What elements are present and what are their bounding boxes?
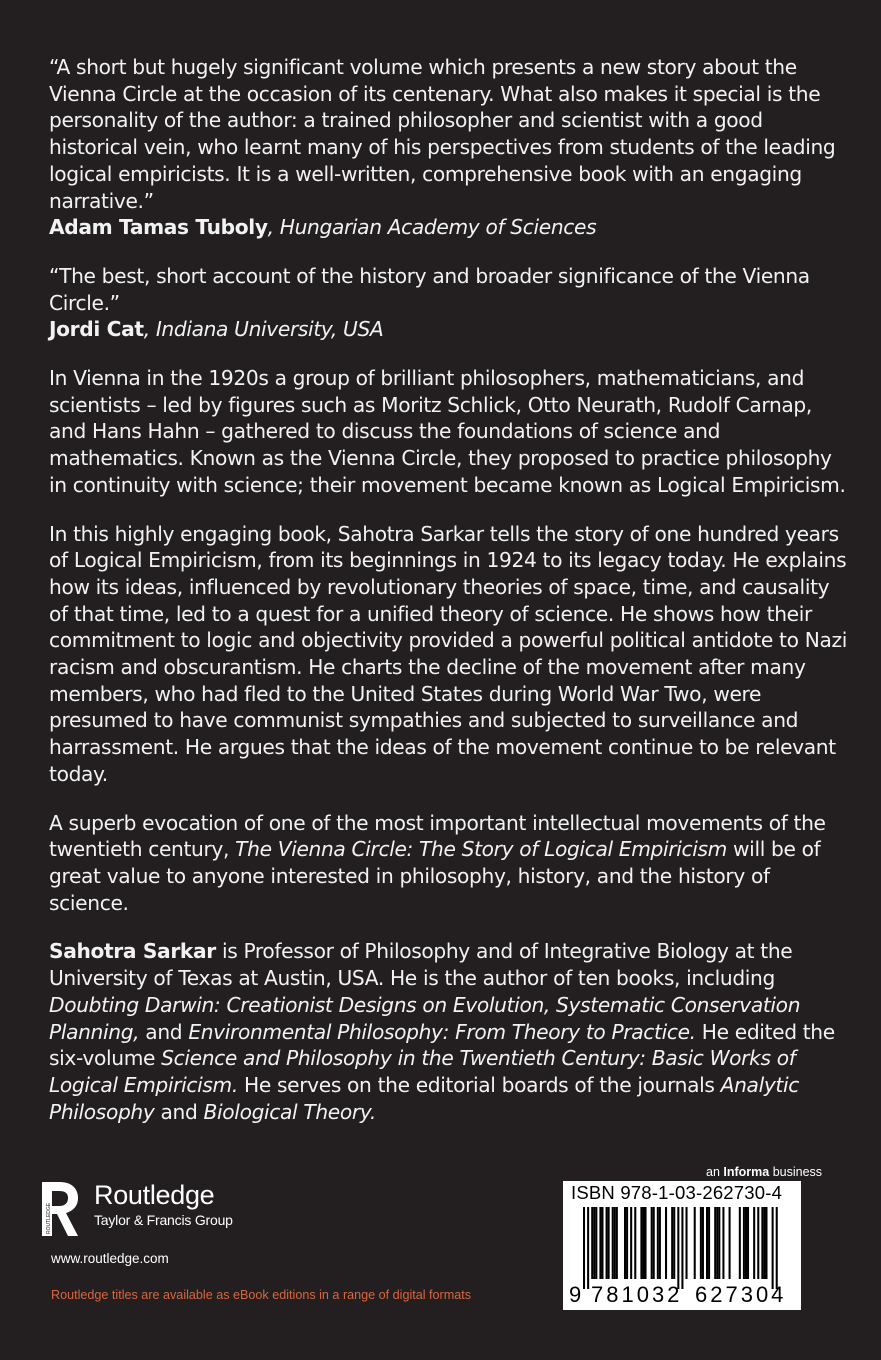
barcode-bar xyxy=(624,1207,626,1279)
informa-business-tag xyxy=(706,1165,822,1179)
barcode-bar xyxy=(745,1207,747,1279)
barcode-bar xyxy=(686,1207,688,1279)
barcode-bar xyxy=(593,1207,595,1279)
description-paragraph-1: In Vienna in the 1920s a group of brilliant philosophers, mathematicians, and scientists – led by figures such as Moritz Schlick, Otto Neurath, Rudolf Carnap, and Hans Hahn – gathered to discuss the foundations of science and mathematics. Known as the Vienna Circle, they proposed to practice philosophy in continuity with science; their movement became known as Logical Empiricism. xyxy=(49,366,846,497)
barcode-bar xyxy=(757,1207,759,1279)
barcode-bar xyxy=(612,1207,614,1279)
informa-bold: Informa xyxy=(723,1165,770,1179)
barcode-bar xyxy=(599,1207,601,1279)
quote-1-attribution xyxy=(49,214,849,241)
bio-book-1: Doubting Darwin: Creationist Designs on Evolution, Systematic Conservation Planning, xyxy=(49,992,801,1044)
barcode-bar xyxy=(595,1207,597,1279)
bio-text-5: and xyxy=(154,1099,204,1124)
barcode-bar xyxy=(626,1207,628,1279)
isbn-barcode xyxy=(563,1181,801,1310)
para3-end: will be of great value to anyone interested in philosophy, history, and the history of science. xyxy=(49,837,821,915)
author-bio xyxy=(49,938,849,1125)
bio-journal-2: Biological Theory. xyxy=(203,1099,376,1124)
barcode-bar xyxy=(776,1207,778,1289)
barcode-digits-left: 781032 xyxy=(591,1282,683,1307)
publisher-url: www.routledge.com xyxy=(51,1251,169,1266)
ebook-note: Routledge titles are available as eBook editions in a range of digital formats xyxy=(51,1288,472,1302)
barcode-bar xyxy=(591,1207,593,1279)
barcode-bar xyxy=(645,1207,647,1279)
barcode-bar xyxy=(743,1207,745,1279)
barcode-bar xyxy=(583,1207,585,1289)
barcode-bar xyxy=(671,1207,673,1279)
barcode-bar xyxy=(714,1207,716,1279)
bio-book-2: Environmental Philosophy: From Theory to Practice. xyxy=(188,1019,696,1044)
bio-text-4: He serves on the editorial boards of the journals xyxy=(237,1072,721,1097)
author-name: Sahotra Sarkar xyxy=(49,939,216,964)
bio-book-3: Science and Philosophy in the Twentieth Century: Basic Works of Logical Empiricism. xyxy=(49,1046,796,1097)
barcode-bar xyxy=(606,1207,608,1279)
quote-1-text: “A short but hugely significant volume which presents a new story about the Vienna Circle at the occasion of its centenary. What also makes it special is the personality of the author: a trained philosopher and scientist with a good historical vein, who learnt many of his perspectives from students of the leading logical empiricists. It is a well-written, comprehensive book with an engaging narrative.” xyxy=(49,55,836,213)
para3-start: A superb evocation of one of the most important intellectual movements of the twentieth century, xyxy=(49,810,826,862)
bio-journal-1: Analytic Philosophy xyxy=(49,1072,800,1124)
barcode-bar xyxy=(642,1207,644,1279)
barcode-bar xyxy=(747,1207,749,1279)
bio-text-1: is Professor of Philosophy and of Integrative Biology at the University of Texas at Austin, USA. He is the author of ten books, including xyxy=(49,939,793,991)
barcode-bar xyxy=(616,1207,618,1279)
description-paragraph-3 xyxy=(49,810,849,917)
quote-1-author: Adam Tamas Tuboly xyxy=(49,215,268,240)
barcode-bar xyxy=(630,1207,632,1279)
barcode-bar xyxy=(708,1207,710,1279)
quote-2-affiliation: , Indiana University, USA xyxy=(143,317,384,342)
quote-1-affiliation: , Hungarian Academy of Sciences xyxy=(267,215,597,240)
description-paragraph-2: In this highly engaging book, Sahotra Sarkar tells the story of one hundred years of Logical Empiricism, from its beginnings in 1924 to its legacy today. He explains how its ideas, influenced by revolutionary theories of space, time, and causality of that time, led to a quest for a unified theory of science. He shows how their commitment to logic and objectivity provided a powerful political antidote to Nazi racism and obscurantism. He charts the decline of the movement after many members, who had fled to the United States during World War Two, were presumed to have communist sympathies and subjected to surveillance and harrassment. He argues that the ideas of the movement continue to be relevant today. xyxy=(49,521,847,786)
barcode-bar xyxy=(653,1207,655,1279)
barcode-bar xyxy=(673,1207,675,1279)
book-title: The Vienna Circle: The Story of Logical Empiricism xyxy=(235,837,727,862)
barcode-bar xyxy=(694,1207,696,1279)
barcode-bar xyxy=(729,1207,731,1279)
routledge-r-icon xyxy=(38,1180,82,1238)
barcode-bar xyxy=(587,1207,589,1289)
barcode-bar xyxy=(681,1207,683,1289)
barcode-digits-right: 627304 xyxy=(695,1282,787,1307)
barcode-digit-lead: 9 xyxy=(569,1282,582,1307)
barcode-bar xyxy=(657,1207,659,1279)
barcode-bar xyxy=(765,1207,767,1279)
barcode-bar xyxy=(677,1207,679,1289)
barcode-bar xyxy=(702,1207,704,1279)
barcode-bar xyxy=(634,1207,636,1279)
barcode-bar xyxy=(659,1207,661,1279)
barcode-bar xyxy=(665,1207,667,1279)
barcode-bar xyxy=(716,1207,718,1279)
publisher-group: Taylor & Francis Group xyxy=(94,1212,233,1228)
barcode-bar xyxy=(761,1207,763,1279)
routledge-vertical-text: ROUTLEDGE xyxy=(46,1202,52,1234)
informa-prefix: an xyxy=(706,1165,724,1179)
barcode-bar xyxy=(718,1207,720,1279)
barcode-bar xyxy=(651,1207,653,1279)
barcode-bar xyxy=(608,1207,610,1279)
publisher-name: Routledge xyxy=(94,1180,215,1210)
bio-text-2: and xyxy=(139,1019,189,1044)
barcode-bar xyxy=(700,1207,702,1279)
barcode-bar xyxy=(772,1207,774,1289)
back-cover-text xyxy=(49,54,849,1125)
bio-text-3: He edited the six-volume xyxy=(49,1019,835,1071)
barcode-bar xyxy=(614,1207,616,1279)
barcode-bars xyxy=(567,1207,797,1289)
quote-2-attribution xyxy=(49,316,849,343)
barcode-bar xyxy=(640,1207,642,1279)
quote-1 xyxy=(49,54,849,241)
logo-text xyxy=(94,1180,233,1228)
quote-2 xyxy=(49,263,849,343)
quote-2-text: “The best, short account of the history and broader significance of the Vienna Circle.” xyxy=(49,263,810,315)
informa-suffix: business xyxy=(769,1165,823,1179)
isbn-number: ISBN 978-1-03-262730-4 xyxy=(571,1182,783,1203)
barcode-bar xyxy=(601,1207,603,1279)
barcode-bar xyxy=(739,1207,741,1279)
barcode-bar xyxy=(763,1207,765,1279)
quote-2-author: Jordi Cat xyxy=(49,317,144,342)
barcode-bar xyxy=(706,1207,708,1279)
barcode-bar xyxy=(722,1207,724,1279)
barcode-bar xyxy=(753,1207,755,1279)
routledge-logo xyxy=(38,1180,233,1238)
